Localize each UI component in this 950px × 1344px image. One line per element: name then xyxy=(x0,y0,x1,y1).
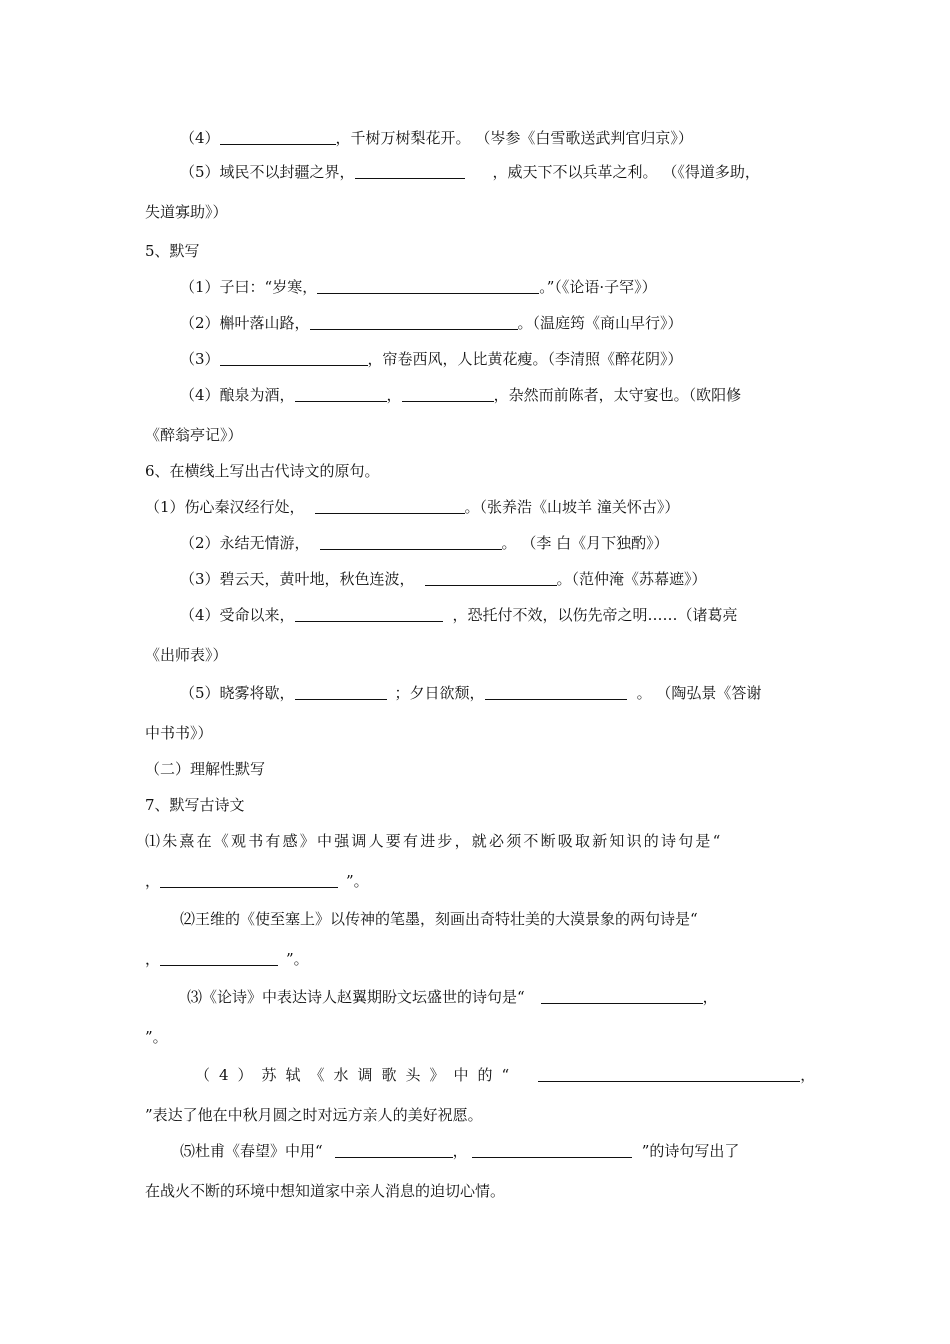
q4-item-5-continued: 失道寡助》） xyxy=(145,203,228,221)
item-suffix: 。 （李 白《月下独酌》） xyxy=(501,534,669,552)
item-suffix: 。（温庭筠《商山早行》） xyxy=(517,314,683,332)
item-suffix: 。”（《论语·子罕》） xyxy=(539,278,657,296)
q6-item-4 xyxy=(180,604,810,626)
q7-item-3-continued: ”。 xyxy=(145,1028,168,1046)
q7-item-1: ⑴朱熹在《观书有感》中强调人要有进步，就必须不断吸取新知识的诗句是“ xyxy=(145,832,723,850)
q5-item-1 xyxy=(180,276,810,298)
item-prefix: ⑸杜甫《春望》中用“ xyxy=(180,1142,323,1160)
answer-blank[interactable] xyxy=(295,607,443,622)
q6-item-5 xyxy=(180,682,810,704)
item-prefix: （4）酿泉为酒， xyxy=(180,386,295,404)
item-prefix: （4）苏轼《水调歌头》中的“ xyxy=(195,1066,519,1084)
answer-blank[interactable] xyxy=(425,571,557,586)
item-prefix: （3） xyxy=(180,350,220,368)
answer-blank[interactable] xyxy=(295,685,387,700)
q7-item-4-continued: ”表达了他在中秋月圆之时对远方亲人的美好祝愿。 xyxy=(145,1106,483,1124)
answer-blank[interactable] xyxy=(485,685,627,700)
item-prefix: （1）伤心秦汉经行处， xyxy=(145,498,305,516)
answer-blank[interactable] xyxy=(317,279,539,294)
item-prefix: （1）子曰：“岁寒， xyxy=(180,278,318,296)
answer-blank[interactable] xyxy=(160,873,338,888)
answer-blank[interactable] xyxy=(402,387,494,402)
answer-blank[interactable] xyxy=(355,164,465,179)
section-title: （二）理解性默写 xyxy=(145,760,266,778)
item-suffix: 。 （陶弘景《答谢 xyxy=(636,684,762,702)
item-suffix: 。（张养浩《山坡羊 潼关怀古》） xyxy=(464,498,680,516)
q5-item-4-continued: 《醉翁亭记》） xyxy=(145,426,243,444)
q5-item-2 xyxy=(180,312,810,334)
q6-title: 6、在横线上写出古代诗文的原句。 xyxy=(145,462,380,480)
item-suffix: ”。 xyxy=(286,950,309,968)
answer-blank[interactable] xyxy=(220,351,368,366)
q6-item-5-continued: 中书书》） xyxy=(145,724,213,742)
q6-item-1 xyxy=(145,496,810,518)
item-suffix: ， xyxy=(800,1066,816,1084)
item-suffix: ，威天下不以兵革之利。 （《得道多助， xyxy=(492,163,760,181)
item-separator: ， xyxy=(452,1142,468,1160)
answer-blank[interactable] xyxy=(315,499,465,514)
item-suffix: ，杂然而前陈者，太守宴也。（欧阳修 xyxy=(493,386,742,404)
item-suffix: ，恐托付不效，以伤先帝之明……（诸葛亮 xyxy=(452,606,738,624)
q7-item-3 xyxy=(187,986,810,1008)
q7-title: 7、默写古诗文 xyxy=(145,796,245,814)
item-separator: ， xyxy=(386,386,402,404)
item-separator: ；夕日欲颓， xyxy=(394,684,485,702)
item-prefix: （4） xyxy=(180,129,220,147)
q7-item-1-answer xyxy=(145,870,810,892)
q6-item-4-continued: 《出师表》） xyxy=(145,646,228,664)
item-prefix: （3）碧云天，黄叶地，秋色连波， xyxy=(180,570,415,588)
q7-item-5 xyxy=(180,1140,810,1162)
item-prefix: ， xyxy=(145,872,161,890)
item-suffix: ， xyxy=(702,988,718,1006)
q7-item-2-answer xyxy=(145,948,810,970)
q7-item-5-continued: 在战火不断的环境中想知道家中亲人消息的迫切心情。 xyxy=(145,1182,506,1200)
q4-item-5 xyxy=(180,161,810,183)
item-prefix: ， xyxy=(145,950,161,968)
item-prefix: （5）晓雾将歇， xyxy=(180,684,295,702)
item-prefix: （2）永结无情游， xyxy=(180,534,310,552)
q5-item-3 xyxy=(180,348,810,370)
q6-item-3 xyxy=(180,568,810,590)
item-prefix: （2）槲叶落山路， xyxy=(180,314,310,332)
answer-blank[interactable] xyxy=(541,989,703,1004)
item-suffix: ”的诗句写出了 xyxy=(641,1142,740,1160)
q6-item-2 xyxy=(180,532,810,554)
q7-item-2: ⑵王维的《使至塞上》以传神的笔墨，刻画出奇特壮美的大漠景象的两句诗是“ xyxy=(180,910,698,928)
item-prefix: （5）域民不以封疆之界， xyxy=(180,163,355,181)
answer-blank[interactable] xyxy=(160,951,278,966)
q7-item-4 xyxy=(195,1064,816,1086)
answer-blank[interactable] xyxy=(335,1143,453,1158)
item-prefix: ⑶《论诗》中表达诗人赵翼期盼文坛盛世的诗句是“ xyxy=(187,988,525,1006)
item-suffix: ，千树万树梨花开。 （岑参《白雪歌送武判官归京》） xyxy=(335,129,693,147)
answer-blank[interactable] xyxy=(538,1067,800,1082)
item-suffix: ，帘卷西风，人比黄花瘦。（李清照《醉花阴》） xyxy=(367,350,683,368)
item-prefix: （4）受命以来， xyxy=(180,606,295,624)
q4-item-4 xyxy=(180,127,810,149)
q5-item-4 xyxy=(180,384,810,406)
answer-blank[interactable] xyxy=(295,387,387,402)
answer-blank[interactable] xyxy=(310,315,518,330)
item-suffix: 。（范仲淹《苏幕遮》） xyxy=(556,570,707,588)
answer-blank[interactable] xyxy=(320,535,502,550)
item-suffix: ”。 xyxy=(346,872,369,890)
answer-blank[interactable] xyxy=(220,130,336,145)
q5-title: 5、默写 xyxy=(145,242,200,260)
answer-blank[interactable] xyxy=(472,1143,632,1158)
